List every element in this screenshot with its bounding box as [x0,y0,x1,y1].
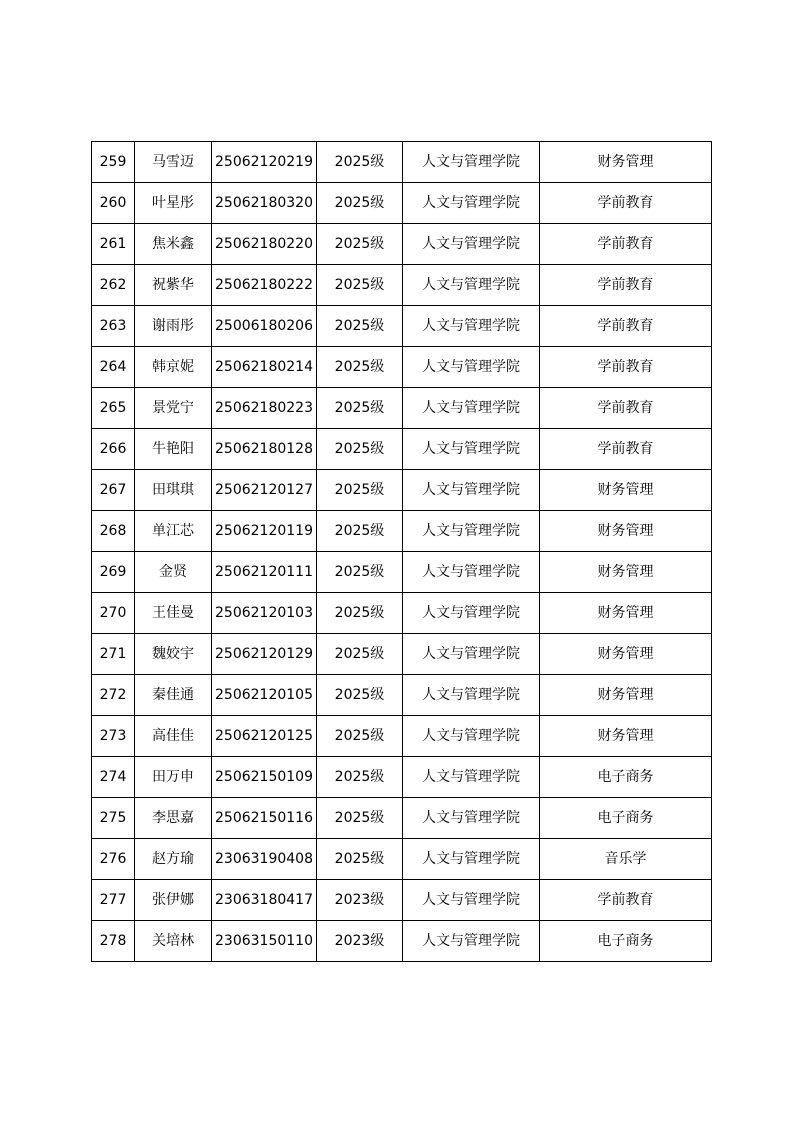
college-cell: 人文与管理学院 [403,921,540,962]
table-row [92,552,712,593]
college-cell: 人文与管理学院 [403,470,540,511]
major-cell: 电子商务 [540,757,712,798]
student-table [91,141,712,962]
row-number-cell: 274 [92,757,135,798]
student-name-cell: 马雪迈 [135,142,212,183]
major-cell: 学前教育 [540,306,712,347]
row-number-cell: 277 [92,880,135,921]
table-row [92,347,712,388]
college-cell: 人文与管理学院 [403,757,540,798]
major-cell: 电子商务 [540,921,712,962]
row-number-cell: 273 [92,716,135,757]
table-row [92,183,712,224]
row-number-cell: 259 [92,142,135,183]
grade-cell: 2025级 [317,675,403,716]
table-row [92,839,712,880]
grade-cell: 2025级 [317,224,403,265]
row-number-cell: 271 [92,634,135,675]
student-id-cell: 25062180220 [212,224,317,265]
row-number-cell: 266 [92,429,135,470]
student-name-cell: 田万申 [135,757,212,798]
student-name-cell: 牛艳阳 [135,429,212,470]
student-id-cell: 25062120119 [212,511,317,552]
grade-cell: 2025级 [317,593,403,634]
student-name-cell: 赵方瑜 [135,839,212,880]
college-cell: 人文与管理学院 [403,388,540,429]
college-cell: 人文与管理学院 [403,716,540,757]
student-id-cell: 25062120127 [212,470,317,511]
row-number-cell: 269 [92,552,135,593]
table-row [92,429,712,470]
grade-cell: 2025级 [317,511,403,552]
college-cell: 人文与管理学院 [403,224,540,265]
student-name-cell: 张伊娜 [135,880,212,921]
grade-cell: 2025级 [317,429,403,470]
major-cell: 学前教育 [540,224,712,265]
major-cell: 学前教育 [540,347,712,388]
student-id-cell: 25062180214 [212,347,317,388]
student-name-cell: 金贤 [135,552,212,593]
student-id-cell: 25062150109 [212,757,317,798]
major-cell: 财务管理 [540,634,712,675]
table-row [92,593,712,634]
student-id-cell: 25062120111 [212,552,317,593]
college-cell: 人文与管理学院 [403,429,540,470]
major-cell: 财务管理 [540,142,712,183]
grade-cell: 2025级 [317,347,403,388]
student-id-cell: 25062180222 [212,265,317,306]
student-table-body [92,142,712,962]
grade-cell: 2025级 [317,839,403,880]
major-cell: 学前教育 [540,388,712,429]
college-cell: 人文与管理学院 [403,880,540,921]
college-cell: 人文与管理学院 [403,183,540,224]
student-id-cell: 25006180206 [212,306,317,347]
major-cell: 电子商务 [540,798,712,839]
college-cell: 人文与管理学院 [403,347,540,388]
grade-cell: 2025级 [317,388,403,429]
major-cell: 财务管理 [540,716,712,757]
student-name-cell: 焦米鑫 [135,224,212,265]
student-id-cell: 25062120105 [212,675,317,716]
row-number-cell: 263 [92,306,135,347]
college-cell: 人文与管理学院 [403,839,540,880]
row-number-cell: 275 [92,798,135,839]
major-cell: 学前教育 [540,183,712,224]
grade-cell: 2025级 [317,142,403,183]
table-row [92,634,712,675]
grade-cell: 2025级 [317,798,403,839]
row-number-cell: 272 [92,675,135,716]
table-row [92,921,712,962]
table-row [92,880,712,921]
table-row [92,757,712,798]
major-cell: 学前教育 [540,429,712,470]
college-cell: 人文与管理学院 [403,306,540,347]
major-cell: 财务管理 [540,511,712,552]
student-name-cell: 魏姣宇 [135,634,212,675]
college-cell: 人文与管理学院 [403,265,540,306]
college-cell: 人文与管理学院 [403,511,540,552]
table-row [92,388,712,429]
student-name-cell: 韩京妮 [135,347,212,388]
grade-cell: 2025级 [317,634,403,675]
table-row [92,306,712,347]
table-row [92,716,712,757]
student-name-cell: 单江芯 [135,511,212,552]
student-id-cell: 25062120219 [212,142,317,183]
row-number-cell: 267 [92,470,135,511]
student-name-cell: 谢雨彤 [135,306,212,347]
student-name-cell: 秦佳通 [135,675,212,716]
college-cell: 人文与管理学院 [403,142,540,183]
student-name-cell: 景党宁 [135,388,212,429]
row-number-cell: 262 [92,265,135,306]
student-id-cell: 23063190408 [212,839,317,880]
major-cell: 学前教育 [540,880,712,921]
major-cell: 音乐学 [540,839,712,880]
student-id-cell: 23063150110 [212,921,317,962]
student-id-cell: 25062180128 [212,429,317,470]
row-number-cell: 264 [92,347,135,388]
row-number-cell: 261 [92,224,135,265]
major-cell: 财务管理 [540,552,712,593]
major-cell: 财务管理 [540,470,712,511]
student-id-cell: 25062180320 [212,183,317,224]
student-id-cell: 23063180417 [212,880,317,921]
table-row [92,142,712,183]
table-row [92,675,712,716]
college-cell: 人文与管理学院 [403,634,540,675]
student-id-cell: 25062120103 [212,593,317,634]
row-number-cell: 260 [92,183,135,224]
table-row [92,470,712,511]
table-row [92,798,712,839]
college-cell: 人文与管理学院 [403,552,540,593]
student-id-cell: 25062120129 [212,634,317,675]
grade-cell: 2025级 [317,265,403,306]
student-name-cell: 高佳佳 [135,716,212,757]
student-name-cell: 田琪琪 [135,470,212,511]
college-cell: 人文与管理学院 [403,798,540,839]
table-row [92,511,712,552]
student-name-cell: 祝紫华 [135,265,212,306]
student-id-cell: 25062180223 [212,388,317,429]
grade-cell: 2023级 [317,921,403,962]
student-name-cell: 李思嘉 [135,798,212,839]
grade-cell: 2025级 [317,183,403,224]
row-number-cell: 268 [92,511,135,552]
grade-cell: 2025级 [317,757,403,798]
student-id-cell: 25062150116 [212,798,317,839]
college-cell: 人文与管理学院 [403,593,540,634]
major-cell: 财务管理 [540,675,712,716]
student-id-cell: 25062120125 [212,716,317,757]
major-cell: 学前教育 [540,265,712,306]
row-number-cell: 276 [92,839,135,880]
table-row [92,265,712,306]
row-number-cell: 278 [92,921,135,962]
grade-cell: 2025级 [317,552,403,593]
table-row [92,224,712,265]
grade-cell: 2025级 [317,306,403,347]
grade-cell: 2025级 [317,470,403,511]
row-number-cell: 270 [92,593,135,634]
row-number-cell: 265 [92,388,135,429]
major-cell: 财务管理 [540,593,712,634]
student-name-cell: 王佳曼 [135,593,212,634]
student-name-cell: 关培林 [135,921,212,962]
grade-cell: 2025级 [317,716,403,757]
grade-cell: 2023级 [317,880,403,921]
student-name-cell: 叶星彤 [135,183,212,224]
college-cell: 人文与管理学院 [403,675,540,716]
